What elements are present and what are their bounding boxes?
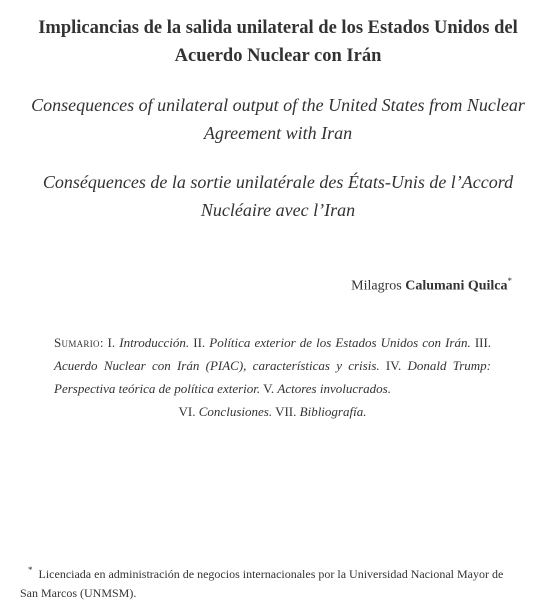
title-english: Consequences of unilateral output of the United States from Nuclear Agreement with Iran: [31, 95, 525, 143]
summary-item-text: Actores involucrados.: [277, 381, 391, 396]
summary-item-num: IV.: [385, 358, 402, 373]
footnote-mark: *: [28, 565, 33, 575]
summary-item-num: II.: [193, 335, 206, 350]
summary-item-text: Conclusiones.: [198, 404, 273, 419]
summary-item-num: V.: [263, 381, 275, 396]
summary-block: Sumario: I. Introducción. II. Política exterior de los Estados Unidos con Irán. III. Acuerdo Nuclear con Irán (PIAC), características y crisis. IV. Donald Trump: Perspectiva teórica de política exterior. V. Actores involucrados. VI. Conclusiones. VII. Bibliografía.: [54, 331, 491, 423]
author-footnote-mark: *: [507, 276, 512, 286]
summary-item-text: Donald Trump: Perspectiva teórica de política exterior.: [54, 358, 492, 396]
title-spanish: Implicancias de la salida unilateral de los Estados Unidos del Acuerdo Nuclear con Irán: [38, 18, 518, 66]
author-surname: Calumani Quilca: [405, 278, 508, 294]
summary-last-line: [54, 400, 491, 423]
summary-item-text: Política exterior de los Estados Unidos con Irán.: [209, 335, 471, 350]
summary-label: Sumario: [54, 335, 100, 350]
title-french: Conséquences de la sortie unilatérale des États-Unis de l’Accord Nucléaire avec l’Iran: [42, 172, 514, 220]
summary-item-text: Introducción.: [119, 335, 190, 350]
summary-item-num: VI.: [178, 404, 196, 419]
summary-item-num: I.: [107, 335, 116, 350]
summary-item-num: VII.: [275, 404, 297, 419]
summary-item-text: Bibliografía.: [299, 404, 367, 419]
summary-item-num: III.: [474, 335, 492, 350]
author-line: [351, 276, 512, 295]
author-given-name: Milagros: [351, 278, 402, 294]
footnote: [20, 561, 522, 603]
summary-item-text: Acuerdo Nuclear con Irán (PIAC), características y crisis.: [54, 358, 380, 373]
footnote-text: Licenciada en administración de negocios internacionales por la Universidad Nacional Mayor de San Marcos (UNMSM).: [20, 567, 504, 600]
